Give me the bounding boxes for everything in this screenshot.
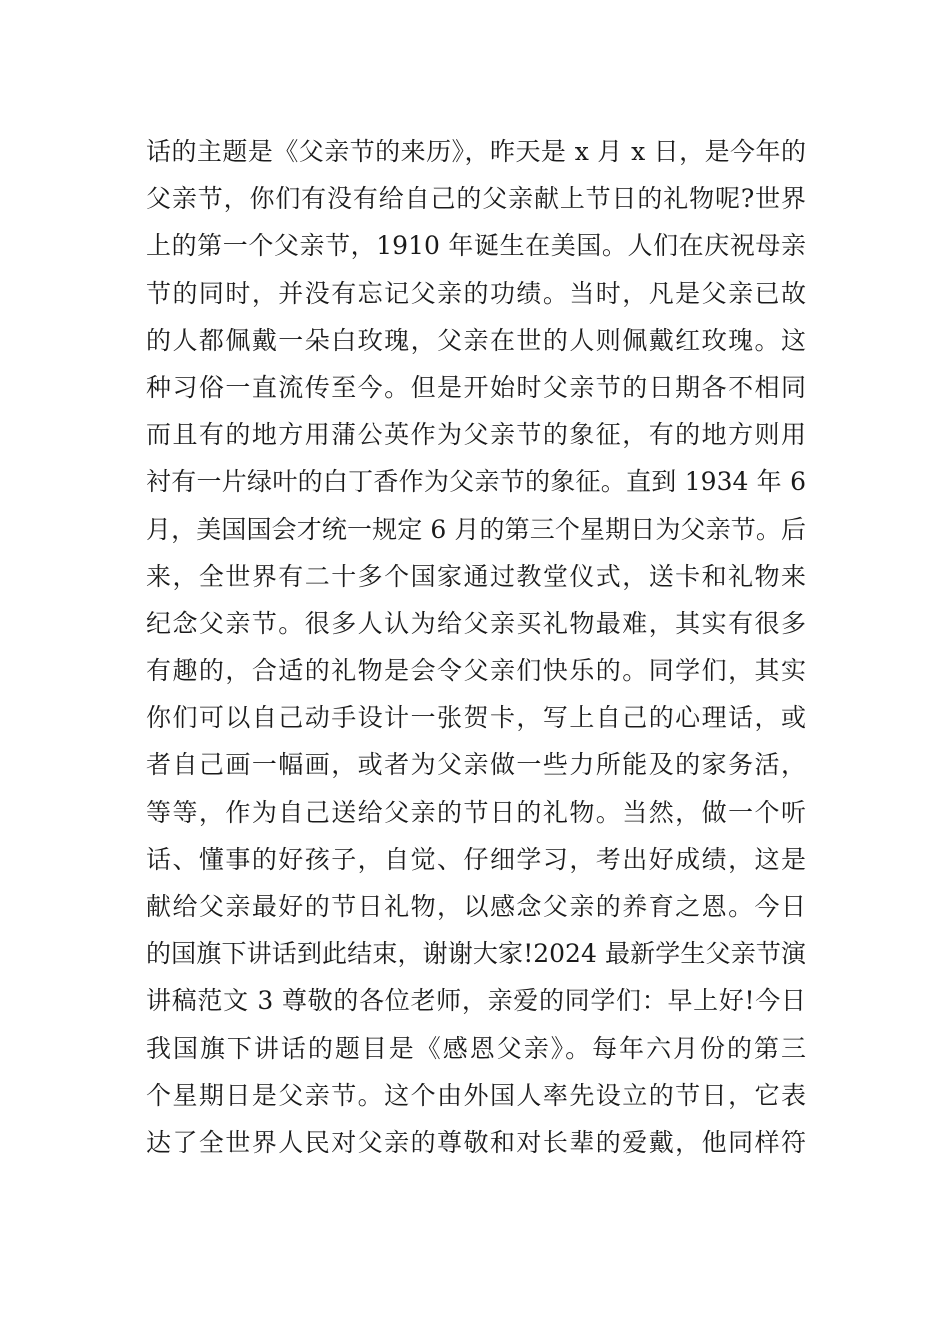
text-line: 上的第一个父亲节，1910 年诞生在美国。人们在庆祝母亲: [146, 231, 806, 261]
text-line: 的人都佩戴一朵白玫瑰，父亲在世的人则佩戴红玫瑰。这: [146, 325, 806, 355]
text-line: 个星期日是父亲节。这个由外国人率先设立的节日，它表: [146, 1080, 806, 1110]
text-line: 你们可以自己动手设计一张贺卡，写上自己的心理话，或: [146, 703, 806, 733]
text-line: 父亲节，你们有没有给自己的父亲献上节日的礼物呢?世界: [146, 184, 806, 214]
text-line: 来，全世界有二十多个国家通过教堂仪式，送卡和礼物来: [146, 561, 806, 591]
text-line: 而且有的地方用蒲公英作为父亲节的象征，有的地方则用: [146, 420, 806, 450]
text-line: 节的同时，并没有忘记父亲的功绩。当时，凡是父亲已故: [146, 278, 806, 308]
text-line: 的国旗下讲话到此结束，谢谢大家!2024 最新学生父亲节演: [146, 939, 806, 969]
text-line: 话的主题是《父亲节的来历》，昨天是 x 月 x 日，是今年的: [146, 137, 806, 166]
text-line: 话、懂事的好孩子，自觉、仔细学习，考出好成绩，这是: [146, 844, 806, 874]
text-line: 种习俗一直流传至今。但是开始时父亲节的日期各不相同: [146, 372, 806, 402]
text-line: 等等，作为自己送给父亲的节日的礼物。当然，做一个听: [146, 797, 806, 827]
text-line: 有趣的，合适的礼物是会令父亲们快乐的。同学们，其实: [146, 656, 806, 686]
text-line: 者自己画一幅画，或者为父亲做一些力所能及的家务活，: [146, 750, 806, 780]
text-line: 讲稿范文 3 尊敬的各位老师，亲爱的同学们：早上好!今日: [146, 986, 806, 1016]
text-line: 献给父亲最好的节日礼物，以感念父亲的养育之恩。今日: [146, 892, 806, 921]
text-line: 达了全世界人民对父亲的尊敬和对长辈的爱戴，他同样符: [146, 1127, 806, 1157]
text-line: 月，美国国会才统一规定 6 月的第三个星期日为父亲节。后: [146, 514, 806, 544]
text-line: 我国旗下讲话的题目是《感恩父亲》。每年六月份的第三: [146, 1033, 806, 1063]
body-text: [146, 128, 806, 1166]
text-line: 衬有一片绿叶的白丁香作为父亲节的象征。直到 1934 年 6: [146, 467, 806, 497]
text-line: 纪念父亲节。很多人认为给父亲买礼物最难，其实有很多: [146, 608, 806, 638]
